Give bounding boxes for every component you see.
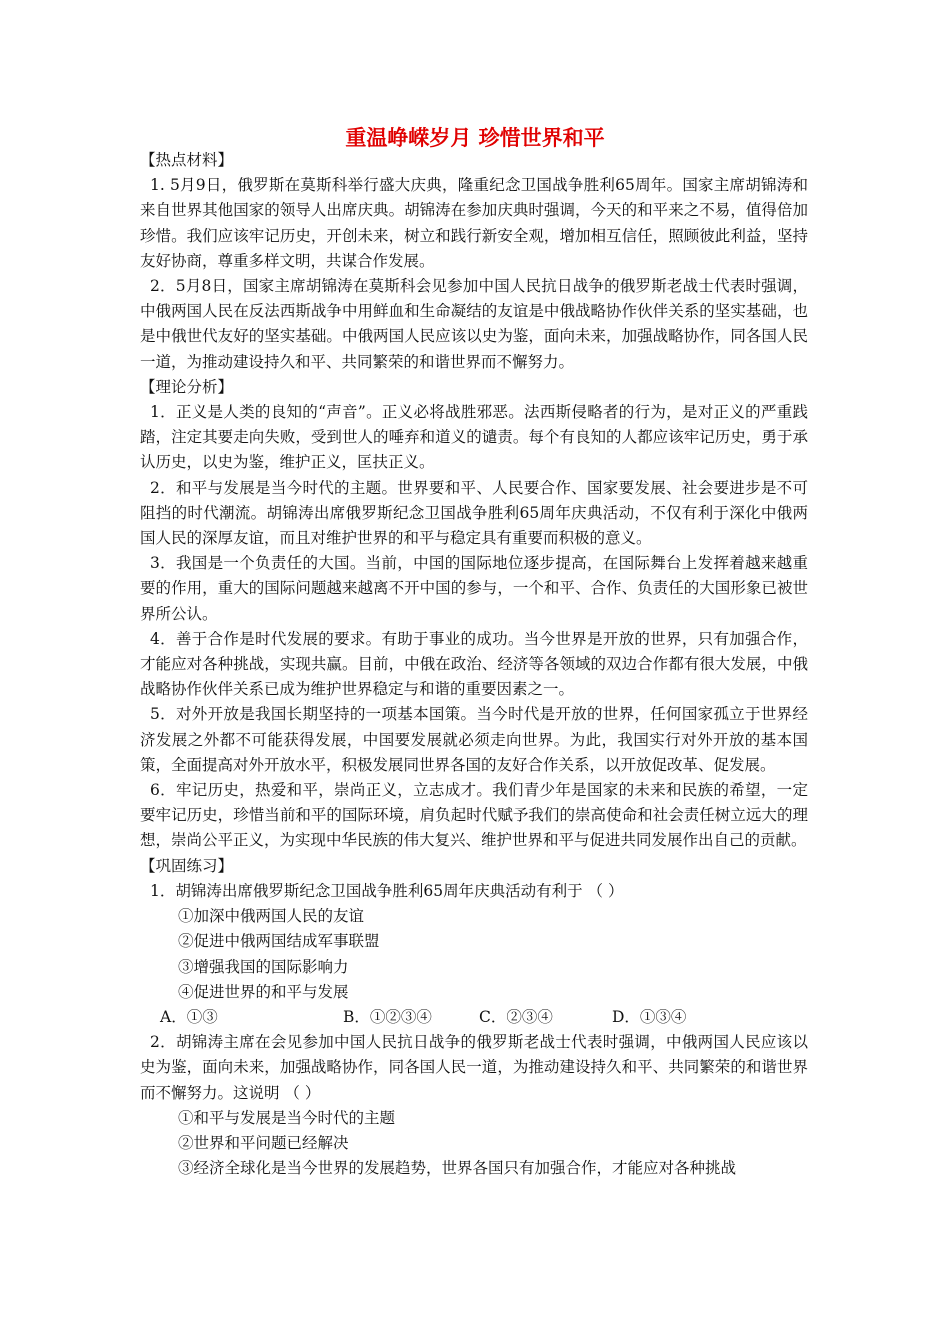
document-body <box>140 148 808 1181</box>
question-1-option: ④促进世界的和平与发展 <box>178 982 349 1001</box>
paragraph: 5．对外开放是我国长期坚持的一项基本国策。当今时代是开放的世界，任何国家孤立于世界经济发展之外都不可能获得发展，中国要发展就必须走向世界。为此，我国实行对外开放的基本国策，全面提高对外开放水平，积极发展同世界各国的友好合作关系，以开放促改革、促发展。 <box>140 705 808 774</box>
paragraph: 2．5月8日，国家主席胡锦涛在莫斯科会见参加中国人民抗日战争的俄罗斯老战士代表时强调，中俄两国人民在反法西斯战争中用鲜血和生命凝结的友谊是中俄战略协作伙伴关系的坚实基础，也是中俄世代友好的坚实基础。中俄两国人民应该以史为鉴，面向未来，加强战略协作，同各国人民一道，为推动建设持久和平、共同繁荣的和谐世界而不懈努力。 <box>140 277 808 371</box>
choice-b: B．①②③④ <box>343 1007 432 1026</box>
paragraph: 1. 5月9日，俄罗斯在莫斯科举行盛大庆典，隆重纪念卫国战争胜利65周年。国家主席胡锦涛和来自世界其他国家的领导人出席庆典。胡锦涛在参加庆典时强调，今天的和平来之不易，值得倍加珍惜。我们应该牢记历史，开创未来，树立和践行新安全观，增加相互信任，照顾彼此利益，坚持友好协商，尊重多样文明，共谋合作发展。 <box>140 176 808 270</box>
section-heading-theory: 【理论分析】 <box>140 377 234 396</box>
question-2-option: ③经济全球化是当今世界的发展趋势，世界各国只有加强合作，才能应对各种挑战 <box>178 1159 737 1178</box>
paragraph: 3．我国是一个负责任的大国。当前，中国的国际地位逐步提高，在国际舞台上发挥着越来越重要的作用，重大的国际问题越来越离不开中国的参与，一个和平、合作、负责任的大国形象已被世界所公认。 <box>140 554 808 623</box>
section-heading-practice: 【巩固练习】 <box>140 856 234 875</box>
paragraph: 2．和平与发展是当今时代的主题。世界要和平、人民要合作、国家要发展、社会要进步是不可阻挡的时代潮流。胡锦涛出席俄罗斯纪念卫国战争胜利65周年庆典活动，不仅有利于深化中俄两国人民的深厚友谊，而且对维护世界的和平与稳定具有重要而积极的意义。 <box>140 478 808 548</box>
question-1-stem: 1．胡锦涛出席俄罗斯纪念卫国战争胜利65周年庆典活动有利于 （ ） <box>150 881 624 900</box>
choice-d: D．①③④ <box>612 1007 687 1026</box>
document-title: 重温峥嵘岁月 珍惜世界和平 <box>345 125 605 150</box>
section-heading-hot-material: 【热点材料】 <box>140 151 234 169</box>
question-2-stem: 2．胡锦涛主席在会见参加中国人民抗日战争的俄罗斯老战士代表时强调，中俄两国人民应该以史为鉴，面向未来，加强战略协作，同各国人民一道，为推动建设持久和平、共同繁荣的和谐世界而不懈努力。这说明 （ ） <box>140 1033 808 1102</box>
choice-a: A．①③ <box>160 1007 218 1026</box>
question-2-option: ②世界和平问题已经解决 <box>178 1133 349 1152</box>
choice-c: C．②③④ <box>479 1007 553 1026</box>
question-1-option: ③增强我国的国际影响力 <box>178 957 349 976</box>
question-2-option: ①和平与发展是当今时代的主题 <box>178 1108 396 1127</box>
paragraph: 6．牢记历史，热爱和平，崇尚正义，立志成才。我们青少年是国家的未来和民族的希望，一定要牢记历史，珍惜当前和平的国际环境，肩负起时代赋予我们的崇高使命和社会责任树立远大的理想，崇尚公平正义，为实现中华民族的伟大复兴、维护世界和平与促进共同发展作出自己的贡献。 <box>140 781 808 850</box>
question-1-choices <box>140 1005 808 1030</box>
paragraph: 4．善于合作是时代发展的要求。有助于事业的成功。当今世界是开放的世界，只有加强合作，才能应对各种挑战，实现共赢。目前，中俄在政治、经济等各领域的双边合作都有很大发展，中俄战略协作伙伴关系已成为维护世界稳定与和谐的重要因素之一。 <box>140 629 808 699</box>
paragraph: 1．正义是人类的良知的“声音”。正义必将战胜邪恶。法西斯侵略者的行为，是对正义的严重践踏，注定其要走向失败，受到世人的唾弃和道义的谴责。每个有良知的人都应该牢记历史，勇于承认历史，以史为鉴，维护正义，匡扶正义。 <box>140 403 808 472</box>
question-1-option: ①加深中俄两国人民的友谊 <box>178 907 365 926</box>
question-1-option: ②促进中俄两国结成军事联盟 <box>178 932 380 951</box>
